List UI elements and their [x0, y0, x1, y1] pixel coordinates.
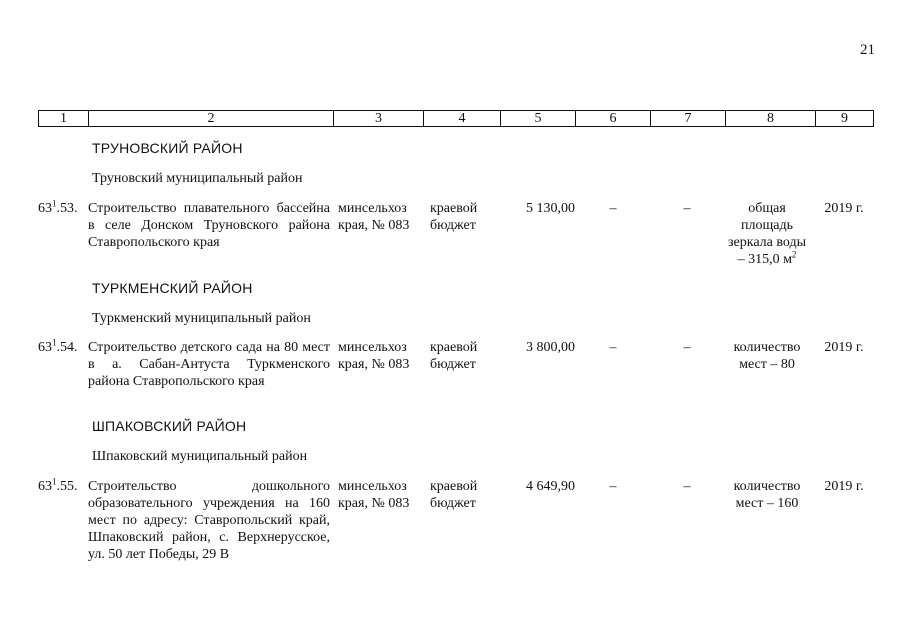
capacity-indicator: количество мест – 80	[733, 340, 801, 372]
column-6-value: –	[609, 340, 617, 355]
responsible-ministry: минсельхоз края, № 083	[338, 201, 410, 233]
column-number: 1	[39, 111, 89, 126]
column-6-value: –	[609, 201, 617, 216]
funding-source: краевой бюджет	[430, 340, 478, 372]
column-7-value: –	[683, 479, 691, 494]
capacity-indicator: общая площадь зеркала воды – 315,0 $м^2$	[727, 201, 806, 267]
column-number: 9	[841, 111, 848, 126]
completion-year: 2019 г.	[824, 479, 864, 494]
column-number: 5	[501, 111, 576, 126]
district-heading: ТРУНОВСКИЙ РАЙОН	[92, 140, 243, 156]
completion-year: 2019 г.	[824, 201, 864, 216]
responsible-ministry: минсельхоз края, № 083	[338, 340, 410, 372]
municipal-district-name: Труновский муниципальный район	[92, 171, 303, 186]
column-6-value: –	[609, 479, 617, 494]
column-7-value: –	[683, 340, 691, 355]
district-heading: ШПАКОВСКИЙ РАЙОН	[92, 418, 247, 434]
column-number: 8	[726, 111, 816, 126]
row-number: $63^1.53$.	[38, 198, 78, 216]
funding-amount: 4 649,90	[526, 479, 575, 494]
row-number: $63^1.55$.	[38, 476, 78, 494]
column-7-value: –	[683, 201, 691, 216]
municipal-district-name: Туркменский муниципальный район	[92, 311, 311, 326]
responsible-ministry: минсельхоз края, № 083	[338, 479, 410, 511]
project-description: Строительство плавательного бассейна в селе Донском Труновского района Ставропольского края	[88, 201, 330, 250]
column-number: 7	[651, 111, 726, 126]
project-description: Строительство детского сада на 80 мест в а. Сабан-Антуста Туркменского района Ставропольского края	[88, 340, 330, 389]
completion-year: 2019 г.	[824, 340, 864, 355]
column-number: 6	[576, 111, 651, 126]
project-description: Строительство дошкольного образовательного учреждения на 160 мест по адресу: Ставропольский край, Шпаковский район, с. Верхнерусское, ул. 50 лет Победы, 29 В	[88, 479, 330, 562]
capacity-indicator: количество мест – 160	[733, 479, 801, 511]
funding-source: краевой бюджет	[430, 479, 478, 511]
funding-amount: 3 800,00	[526, 340, 575, 355]
column-number: 2	[89, 111, 334, 126]
row-number: $63^1.54$.	[38, 337, 78, 355]
funding-source: краевой бюджет	[430, 201, 478, 233]
column-number: 3	[334, 111, 424, 126]
district-heading: ТУРКМЕНСКИЙ РАЙОН	[92, 280, 253, 296]
municipal-district-name: Шпаковский муниципальный район	[92, 449, 308, 464]
page-number: 21	[860, 42, 875, 58]
funding-amount: 5 130,00	[526, 201, 575, 216]
column-number: 4	[424, 111, 501, 126]
column-number-header	[38, 110, 874, 127]
